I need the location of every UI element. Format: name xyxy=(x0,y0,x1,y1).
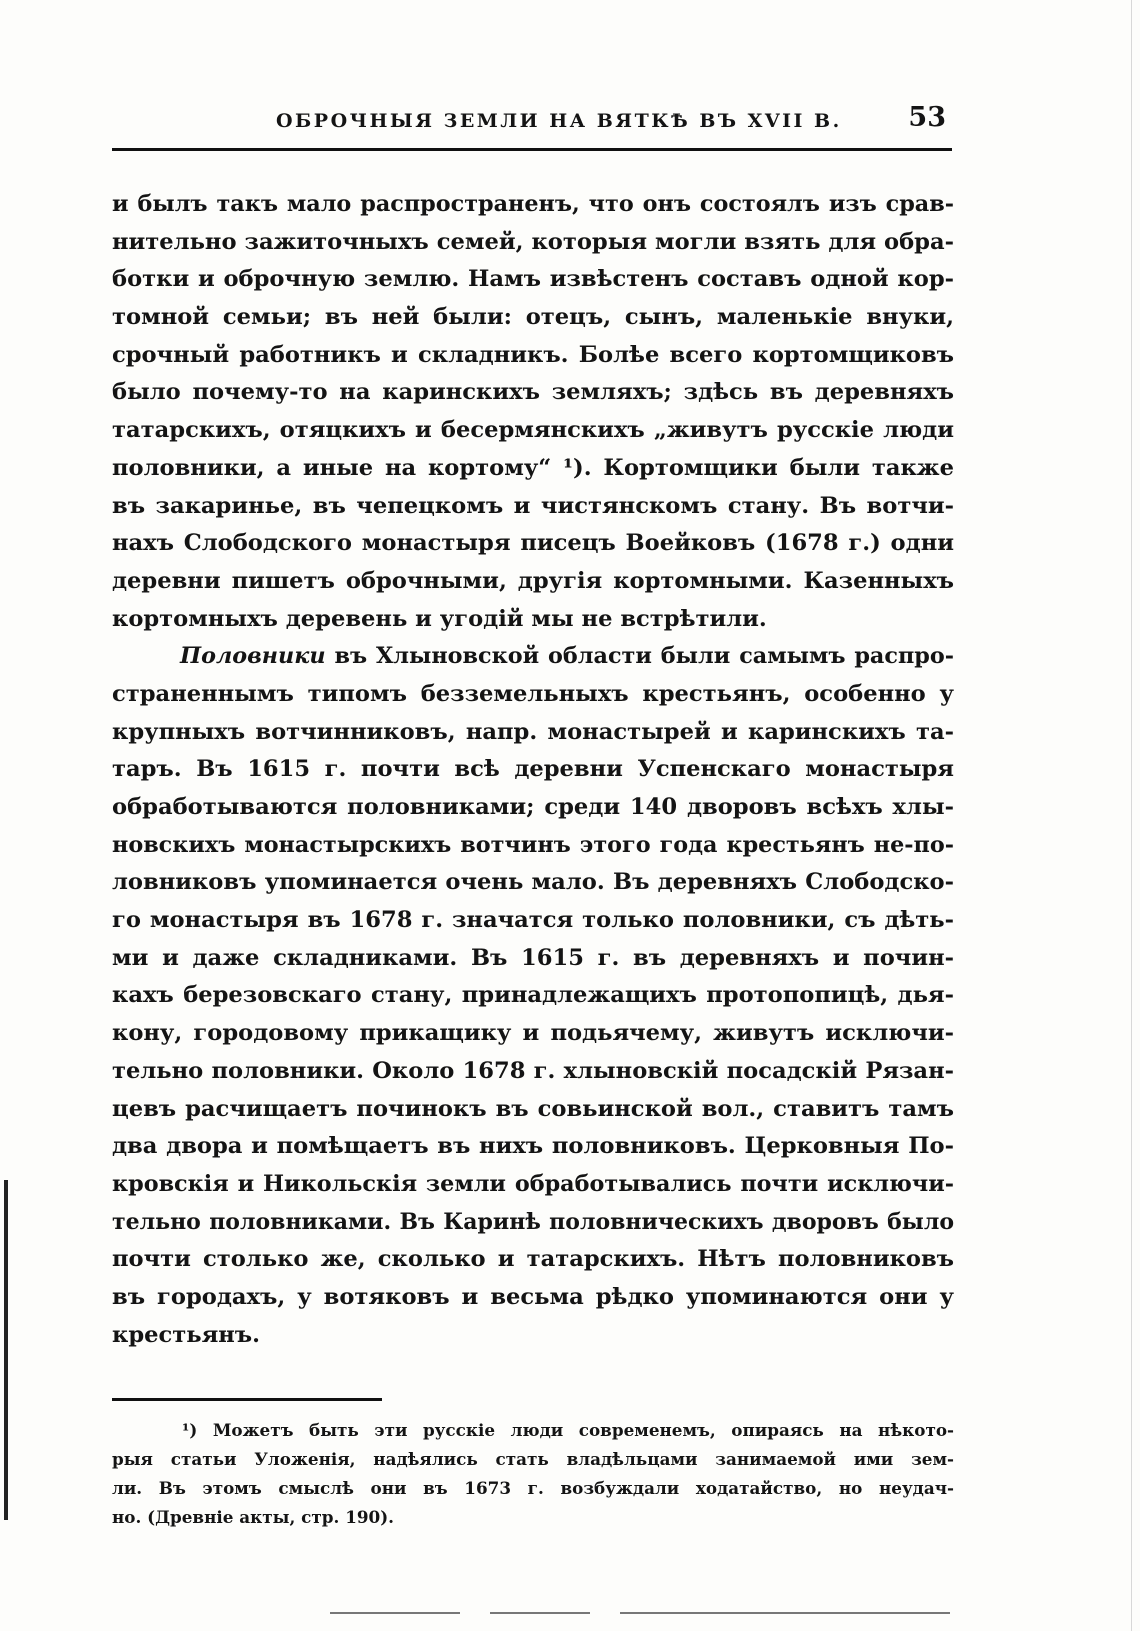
text-line: тельно половниками. Въ Каринѣ половническихъ дворовъ было xyxy=(112,1208,954,1235)
footnote-line: ли. Въ этомъ смыслѣ они въ 1673 г. возбуждали ходатайство, но неудач- xyxy=(112,1478,954,1498)
text-line: кону, городовому прикащику и подьячему, живутъ исключи- xyxy=(112,1020,954,1047)
scan-artifact-rule xyxy=(620,1612,950,1614)
text-line: ботки и оброчную землю. Намъ извѣстенъ составъ одной кор- xyxy=(112,266,954,293)
text-line: было почему-то на каринскихъ земляхъ; здѣсь въ деревняхъ xyxy=(112,379,954,406)
text-line: татарскихъ, отяцкихъ и бесермянскихъ „живутъ русскіе люди xyxy=(112,417,954,444)
text-line xyxy=(112,638,954,676)
text-line: цевъ расчищаетъ починокъ въ совьинской вол., ставитъ тамъ xyxy=(112,1095,954,1122)
scan-edge-shadow xyxy=(4,1180,8,1520)
text-line: го монастыря въ 1678 г. значатся только половники, съ дѣть- xyxy=(112,907,954,934)
page-number: 53 xyxy=(908,102,946,133)
text-line: два двора и помѣщаетъ въ нихъ половниковъ. Церковныя По- xyxy=(112,1133,954,1160)
text-line: обработываются половниками; среди 140 дворовъ всѣхъ хлы- xyxy=(112,794,954,820)
scan-artifact-rule xyxy=(490,1612,590,1614)
body-text xyxy=(112,186,954,1354)
text-line: новскихъ монастырскихъ вотчинъ этого года крестьянъ не-по- xyxy=(112,831,954,858)
text-line: кровскія и Никольскія земли обработывались почти исключи- xyxy=(112,1170,954,1197)
text-line: страненнымъ типомъ безземельныхъ крестьянъ, особенно у xyxy=(112,680,954,707)
text-line: и былъ такъ мало распространенъ, что онъ состоялъ изъ срав- xyxy=(112,191,954,217)
scan-artifact-rule xyxy=(330,1612,460,1614)
scan-edge-border xyxy=(1131,0,1132,1631)
text-line: тельно половники. Около 1678 г. хлыновскій посадскій Рязан- xyxy=(112,1057,954,1084)
text-line: почти столько же, сколько и татарскихъ. Нѣтъ половниковъ xyxy=(112,1246,954,1273)
text-line: крупныхъ вотчинниковъ, напр. монастырей и каринскихъ та- xyxy=(112,718,954,745)
text-line: нахъ Слободского монастыря писецъ Воейковъ (1678 г.) одни xyxy=(112,530,954,557)
text-line: ми и даже складниками. Въ 1615 г. въ деревняхъ и почин- xyxy=(112,944,954,971)
footnote xyxy=(112,1416,954,1532)
footnote-line: рыя статьи Уложенія, надѣялись стать владѣльцами занимаемой ими зем- xyxy=(112,1449,954,1469)
text-line: томной семьи; въ ней были: отецъ, сынъ, маленькіе внуки, xyxy=(112,304,954,331)
header-rule xyxy=(112,148,952,151)
paragraph-1 xyxy=(112,186,954,638)
text-line-rest: въ Хлыновской области были самымъ распро- xyxy=(325,643,954,670)
text-line: въ городахъ, у вотяковъ и весьма рѣдко упоминаются они у xyxy=(112,1283,954,1310)
text-line: крестьянъ. xyxy=(112,1321,261,1348)
italic-term: Половники xyxy=(180,643,326,670)
text-line: срочный работникъ и складникъ. Болѣе всего кортомщиковъ xyxy=(112,341,954,368)
running-title: ОБРОЧНЫЯ ЗЕМЛИ НА ВЯТКѢ ВЪ XVII В. xyxy=(276,110,842,132)
text-line: кортомныхъ деревень и угодій мы не встрѣтили. xyxy=(112,605,767,632)
running-header xyxy=(112,104,952,140)
text-line: нительно зажиточныхъ семей, которыя могли взять для обра- xyxy=(112,228,954,255)
text-line: ловниковъ упоминается очень мало. Въ деревняхъ Слободско- xyxy=(112,869,954,896)
footnote-line: ¹) Можетъ быть эти русскіе люди современемъ, опираясь на нѣкото- xyxy=(182,1420,954,1440)
footnote-rule xyxy=(112,1398,382,1401)
footnote-line: но. (Древніе акты, стр. 190). xyxy=(112,1507,395,1527)
text-line: въ закаринье, въ чепецкомъ и чистянскомъ стану. Въ вотчи- xyxy=(112,492,954,519)
text-line: деревни пишетъ оброчными, другія кортомными. Казенныхъ xyxy=(112,567,954,594)
text-line: таръ. Въ 1615 г. почти всѣ деревни Успенскаго монастыря xyxy=(112,756,954,783)
paragraph-2 xyxy=(112,638,954,1354)
text-line: половники, а иные на кортому“ ¹). Кортомщики были также xyxy=(112,454,954,481)
text-line: кахъ березовскаго стану, принадлежащихъ протопопицѣ, дья- xyxy=(112,982,954,1009)
